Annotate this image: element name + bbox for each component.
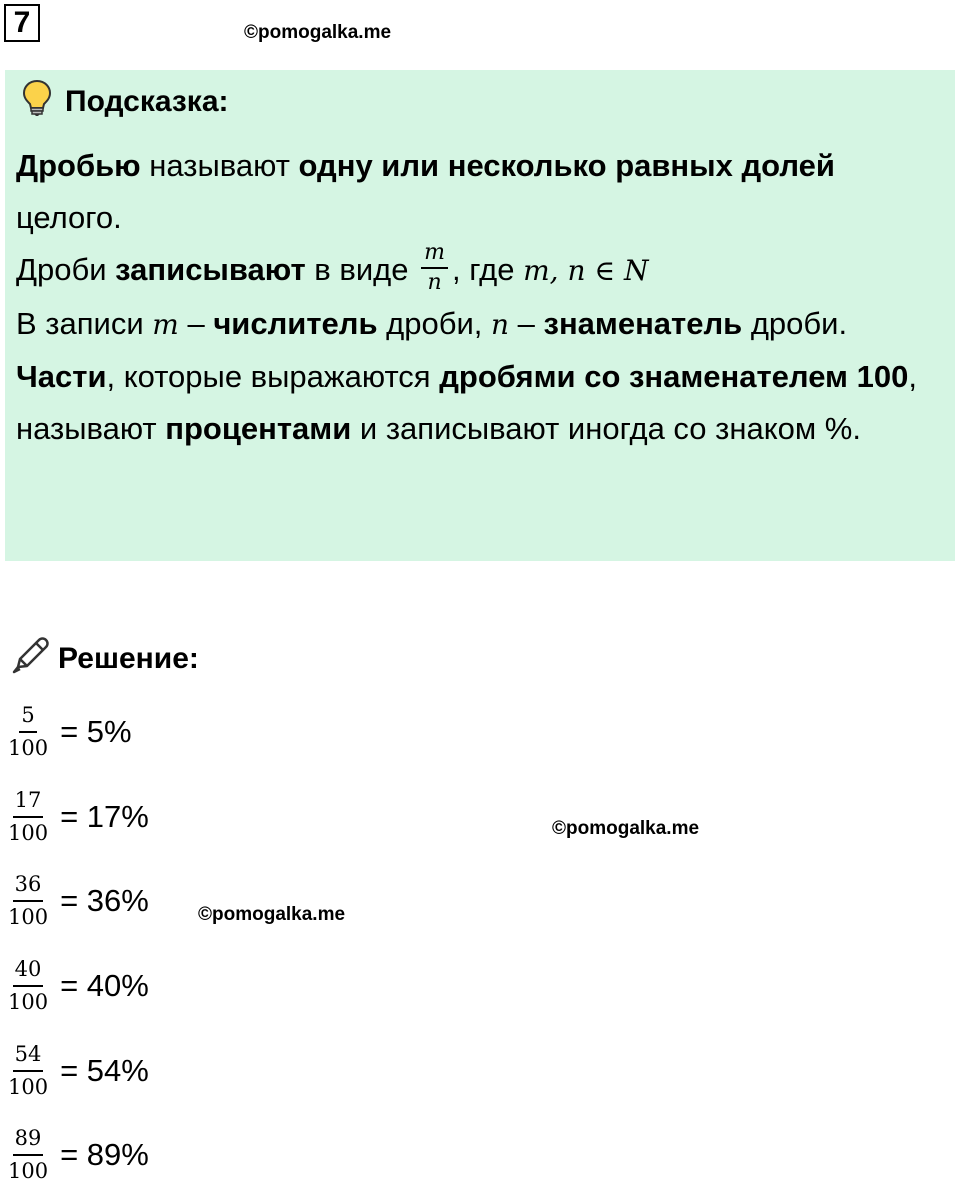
fraction (6, 790, 50, 844)
fraction-numerator: 89 (13, 1128, 44, 1156)
equation-result: = 89% (60, 1137, 149, 1172)
text: Дроби (16, 252, 116, 287)
fraction-denominator: 100 (8, 990, 49, 1014)
watermark: ©pomogalka.me (198, 904, 346, 925)
equation-result: = 54% (60, 1053, 149, 1088)
hint-line-3 (16, 298, 936, 351)
term-denominator-100: дробями со знаменателем 100 (439, 358, 909, 394)
hint-box (5, 70, 955, 561)
term-percent: процентами (165, 410, 352, 446)
math-expression: m, n ∈ N (523, 254, 649, 287)
fraction-denominator: 100 (8, 736, 49, 760)
pencil-icon (10, 635, 50, 683)
term-parts: Части (16, 358, 107, 394)
text: дроби. (742, 305, 848, 341)
fraction-numerator: 17 (13, 790, 44, 818)
text: , называют (16, 358, 917, 446)
equation-row (6, 1128, 149, 1182)
fraction (6, 874, 50, 928)
equation-row (6, 1044, 149, 1098)
math-m: m (152, 307, 179, 341)
lightbulb-icon (21, 79, 53, 125)
equation-result: = 40% (60, 968, 149, 1003)
solution-title-text: Решение: (58, 642, 199, 675)
term-equal-parts: одну или несколько равных долей (298, 148, 835, 183)
hint-line-2 (16, 239, 936, 298)
fraction-numerator: m (421, 242, 448, 269)
equation-result: = 5% (60, 714, 132, 749)
term-numerator: числитель (213, 305, 378, 341)
term-write: записывают (115, 252, 306, 287)
equation-row (6, 874, 149, 928)
hint-line-1 (16, 140, 936, 244)
fraction-denominator: 100 (8, 821, 49, 845)
hint-title-text: Подсказка: (65, 85, 229, 118)
equation-row (6, 790, 149, 844)
fraction-numerator: 36 (13, 874, 44, 902)
text: В записи (16, 305, 153, 341)
equation-row (6, 959, 149, 1013)
fraction-denominator: 100 (8, 905, 49, 929)
text: дроби, (377, 305, 492, 341)
text: – (178, 305, 214, 341)
hint-text (16, 140, 936, 455)
term-fraction: Дробью (16, 148, 141, 183)
fraction-numerator: 40 (13, 959, 44, 987)
text: целого. (16, 200, 122, 235)
fraction-m-over-n (421, 239, 448, 295)
term-denominator: знаменатель (543, 305, 743, 341)
task-number: 7 (4, 4, 40, 42)
text: в виде (305, 252, 409, 287)
equation-result: = 17% (60, 799, 149, 834)
math-n: n (491, 307, 510, 341)
watermark: ©pomogalka.me (244, 22, 392, 43)
text: , где (452, 252, 524, 287)
equation-result: = 36% (60, 883, 149, 918)
fraction-denominator: 100 (8, 1075, 49, 1099)
equation-row (6, 705, 132, 759)
fraction-numerator: 54 (13, 1044, 44, 1072)
text: и записывают иногда со знаком %. (351, 410, 861, 446)
fraction (6, 705, 50, 759)
hint-title (21, 82, 229, 122)
fraction (6, 959, 50, 1013)
solution-title (10, 636, 199, 682)
text: называют (140, 148, 299, 183)
fraction (6, 1128, 50, 1182)
text: , которые выражаются (106, 358, 440, 394)
fraction-denominator: n (427, 269, 442, 295)
fraction-denominator: 100 (8, 1159, 49, 1183)
text: – (509, 305, 544, 341)
fraction (6, 1044, 50, 1098)
watermark: ©pomogalka.me (552, 818, 700, 839)
hint-line-4 (16, 351, 936, 455)
fraction-numerator: 5 (19, 705, 36, 733)
